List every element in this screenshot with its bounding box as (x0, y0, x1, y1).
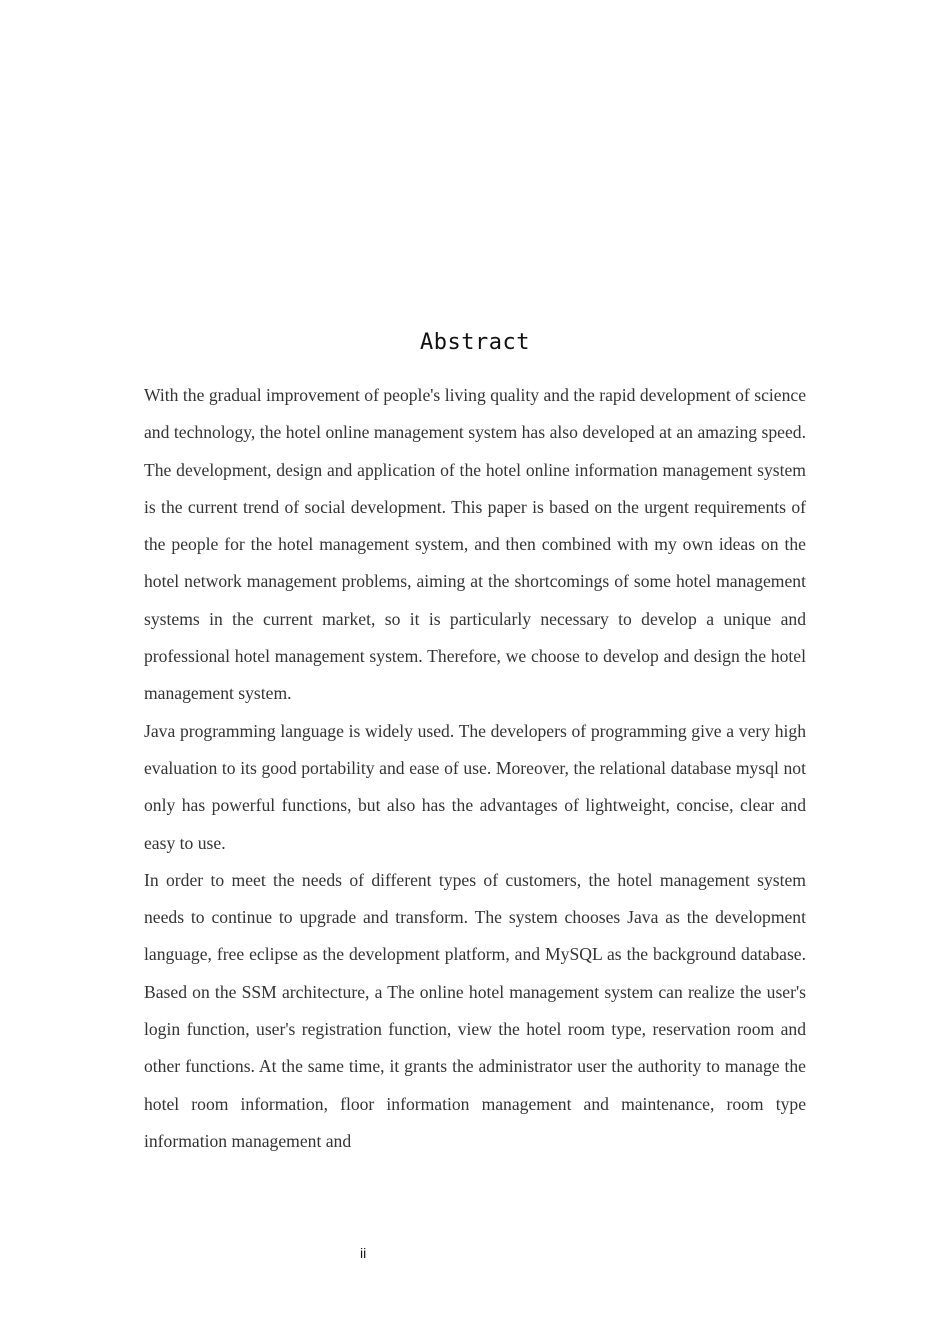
page-number: ii (360, 1245, 367, 1261)
abstract-title: Abstract (420, 330, 530, 355)
abstract-body (144, 377, 806, 1160)
abstract-paragraph-2: Java programming language is widely used. The developers of programming give a very high evaluation to its good portability and ease of use. Moreover, the relational database mysql not only has powerful functions, but also has the advantages of lightweight, concise, clear and easy to use. (144, 720, 806, 853)
abstract-paragraph-1: With the gradual improvement of people's living quality and the rapid development of science and technology, the hotel online management system has also developed at an amazing speed. The development, design and application of the hotel online information management system is the current trend of social development. This paper is based on the urgent requirements of the people for the hotel management system, and then combined with my own ideas on the hotel network management problems, aiming at the shortcomings of some hotel management systems in the current market, so it is particularly necessary to develop a unique and professional hotel management system. Therefore, we choose to develop and design the hotel management system. (144, 385, 806, 704)
abstract-paragraph-3: In order to meet the needs of different types of customers, the hotel management system needs to continue to upgrade and transform. The system chooses Java as the development language, free eclipse as the development platform, and MySQL as the background database. Based on the SSM architecture, a The online hotel management system can realize the user's login function, user's registration function, view the hotel room type, reservation room and other functions. At the same time, it grants the administrator user the authority to manage the hotel room information, floor information management and maintenance, room type information management and (144, 869, 806, 1151)
